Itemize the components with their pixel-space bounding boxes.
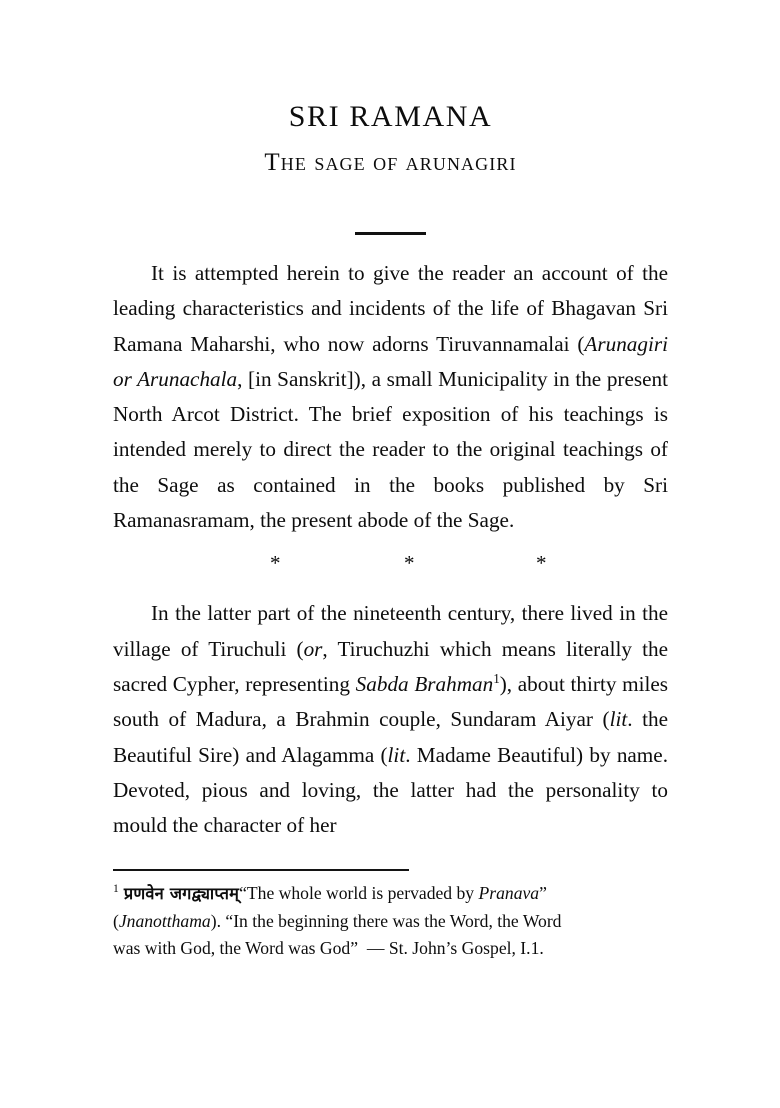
footnote-divider-rule [113, 869, 409, 871]
footnote-italic-jnanotthama: Jnanotthama [118, 910, 211, 931]
footnote-em-dash: — [366, 938, 385, 958]
paragraph-1 [113, 256, 668, 538]
paragraph-1-italic-arunagiri: Arunagiri or Arunachala [113, 331, 668, 391]
paragraph-2-text-part-3: ), about thirty miles south of Madura, a Brahmin couple, Sundaram Aiyar ( [113, 671, 668, 732]
paragraph-2-italic-lit-2: lit [387, 742, 406, 767]
footnote-line-3 [113, 935, 671, 963]
body-text-column [113, 256, 668, 843]
paragraph-2-italic-or: or [303, 636, 323, 661]
footnote-citation: St. John’s Gospel, I.1. [388, 938, 544, 958]
paragraph-2-text-part-1: In the latter part of the nineteenth century, there lived in the village of Tiruchuli ( [113, 601, 668, 661]
footnote-line-1 [113, 880, 671, 908]
footnote-line-2 [113, 908, 671, 936]
page-subtitle: The sage of arunagiri [264, 148, 517, 176]
title-divider-rule [355, 232, 426, 235]
paragraph-2-text-part-4: . the Beautiful Sire) and Alagamma ( [113, 707, 669, 767]
footnote-number: 1 [113, 882, 119, 896]
footnote-sanskrit-text: प्रणवेन जगद्व्याप्तम् [123, 884, 240, 903]
footnote-quote-1-open: “The whole world is pervaded by [239, 883, 479, 903]
footnote-italic-pranava: Pranava [478, 883, 540, 903]
paragraph-2-italic-sabda-brahman: Sabda Brahman [355, 671, 494, 696]
footnote-block [113, 880, 671, 963]
paragraph-2-text-part-5: . Madame Beautiful) by name. Devoted, pious and loving, the latter had the personality to mould the character of her [113, 742, 668, 838]
paragraph-2 [113, 596, 668, 843]
page-title: SRI RAMANA [288, 100, 493, 133]
footnote-reference-marker: 1 [493, 670, 500, 686]
paragraph-1-text-part-1: It is attempted herein to give the reader an account of the leading characteristics and incidents of the life of Bhagavan Sri Ramana Maharshi, who now adorns Tiruvannamalai ( [113, 261, 668, 356]
footnote-quote-2-line-b: was with God, the Word was God” [113, 938, 367, 958]
footnote-attribution-open: ( [113, 910, 119, 931]
asterisk-glyph: * [270, 551, 281, 576]
footnote-quote-2-line-a: “In the beginning there was the Word, the Word [225, 910, 562, 931]
page-title-block [113, 100, 668, 177]
asterisk-glyph: * [536, 551, 547, 576]
paragraph-2-italic-lit-1: lit [609, 707, 628, 732]
footnote-attribution-close: ). [210, 910, 226, 931]
footnote-quote-1-close: ” [539, 883, 547, 903]
asterisk-separator [113, 548, 668, 592]
asterisk-glyph: * [404, 551, 415, 576]
paragraph-1-text-part-2: , [in Sanskrit]), a small Municipality in the present North Arcot District. The brief exposition of his teachings is intended merely to direct the reader to the original teachings of the Sage as contained in the books published by Sri Ramanasramam, the present abode of the Sage. [113, 366, 668, 533]
paragraph-2-text-part-2: , Tiruchuzhi which means literally the sacred Cypher, representing [113, 636, 669, 696]
